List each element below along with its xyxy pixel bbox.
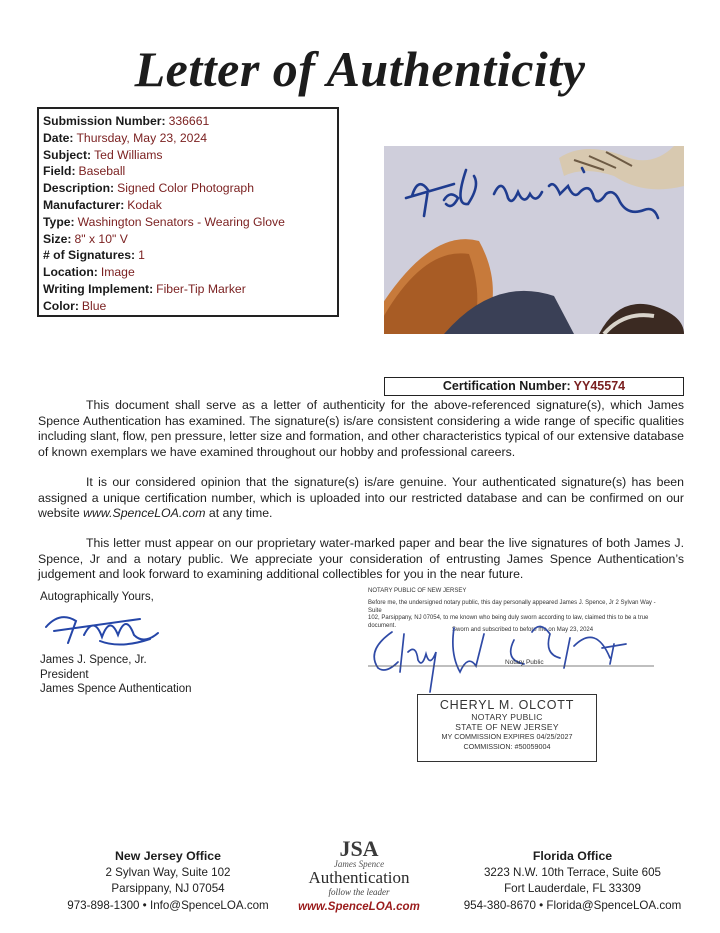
info-row <box>43 113 333 130</box>
stamp-name: CHERYL M. OLCOTT <box>439 698 575 712</box>
signer-name: James J. Spence, Jr. <box>40 654 147 666</box>
fl-contact: 954-380-8670 • Florida@SpenceLOA.com <box>463 898 682 912</box>
jsa-logo: JSA James Spence Authentication follow the leader www.SpenceLOA.com <box>288 838 430 918</box>
info-value: Blue <box>81 298 107 313</box>
info-row <box>43 264 333 281</box>
stamp-title: NOTARY PUBLIC <box>471 712 543 722</box>
notary-stamp <box>417 694 597 762</box>
notary-header: NOTARY PUBLIC OF NEW JERSEY <box>368 588 467 594</box>
info-value: Ted Williams <box>94 147 163 162</box>
info-value: Washington Senators - Wearing Glove <box>77 214 285 229</box>
info-value: 1 <box>138 248 145 263</box>
submission-info-box <box>37 107 339 317</box>
info-label: Description: <box>43 181 115 196</box>
info-value: Image <box>100 265 135 280</box>
info-value: Kodak <box>127 197 162 212</box>
info-label: # of Signatures: <box>43 248 136 263</box>
website-link[interactable]: www.SpenceLOA.com <box>83 506 206 521</box>
notary-public-label: Notary Public <box>505 659 544 666</box>
nj-contact: 973-898-1300 • Info@SpenceLOA.com <box>67 898 269 912</box>
info-value: Baseball <box>78 164 126 179</box>
info-value: Fiber-Tip Marker <box>156 281 246 296</box>
info-value: Thursday, May 23, 2024 <box>76 130 208 145</box>
photo-graphic <box>384 146 684 334</box>
info-label: Manufacturer: <box>43 197 125 212</box>
signer-company: James Spence Authentication <box>40 683 192 695</box>
info-row <box>43 130 333 147</box>
info-row <box>43 231 333 248</box>
notary-signature <box>364 614 664 694</box>
info-row <box>43 298 333 315</box>
info-row <box>43 281 333 298</box>
sworn-text: Sworn and subscribed to before me on May 23, 2024 <box>452 627 594 633</box>
paragraph-opinion: It is our considered opinion that the signature(s) is/are genuine. Your authenticated signature(s) has been assigned a unique certification number, which is uploaded into our restricted database and can be confirmed on our website www.SpenceLOA.com at any time. <box>38 475 684 521</box>
info-label: Date: <box>43 130 74 145</box>
info-row <box>43 180 333 197</box>
signer-role: President <box>40 668 89 681</box>
paragraph-requirements: This letter must appear on our proprietary water-marked paper and bear the live signatures of both James J. Spence, Jr and a notary public. We appreciate your consideration of entrusting James Spence Authentication’s judgement and look forward to examining additional collectibles for you in the near future. <box>38 536 684 582</box>
info-label: Color: <box>43 298 79 313</box>
info-label: Subject: <box>43 147 92 162</box>
stamp-expires: MY COMMISSION EXPIRES 04/25/2027 <box>441 732 573 741</box>
new-jersey-office: New Jersey Office 2 Sylvan Way, Suite 102 Parsippany, NJ 07054 973-898-1300 • Info@SpenceLOA.com <box>58 848 278 914</box>
paragraph-authenticity: This document shall serve as a letter of authenticity for the above-referenced signature(s), which James Spence Authentication has examined. The signature(s) is/are consistent considering a wide range of specific qualities including slant, flow, pen pressure, letter size and formation, and other characteristics typical of our extensive database of known exemplars we have examined throughout our hobby and professional careers. <box>38 398 684 459</box>
certification-number-box <box>384 377 684 396</box>
info-value: 8" x 10" V <box>74 231 128 246</box>
info-label: Type: <box>43 214 75 229</box>
info-value: 336661 <box>168 114 210 128</box>
certification-label: Certification Number: <box>442 379 571 393</box>
info-label: Writing Implement: <box>43 281 154 296</box>
signoff-block <box>40 590 192 697</box>
footer-website-link[interactable]: www.SpenceLOA.com <box>298 901 420 913</box>
notary-text: Before me, the undersigned notary public, this day personally appeared James J. Spence, Jr 2 Sylvan Way - Suite 102, Parsippany, NJ 07054, to me known who being duly sworn according to law, claimed this to be a true document. <box>368 600 656 629</box>
info-row <box>43 147 333 164</box>
info-row <box>43 163 333 180</box>
stamp-commission: COMMISSION: #50059004 <box>463 741 551 751</box>
info-row <box>43 197 333 214</box>
info-value: Signed Color Photograph <box>117 181 254 196</box>
info-label: Submission Number: <box>43 114 166 128</box>
certification-value: YY45574 <box>573 379 626 393</box>
closing: Autographically Yours, <box>40 591 154 603</box>
info-row <box>43 247 333 264</box>
info-row <box>43 214 333 231</box>
page-title: Letter of Authenticity <box>134 41 586 97</box>
info-label: Location: <box>43 265 98 280</box>
stamp-state: STATE OF NEW JERSEY <box>455 722 559 732</box>
james-spence-signature <box>40 605 170 649</box>
signed-photograph <box>384 146 684 334</box>
florida-office: Florida Office 3223 N.W. 10th Terrace, Suite 605 Fort Lauderdale, FL 33309 954-380-8670 • Florida@SpenceLOA.com <box>450 848 695 914</box>
info-label: Field: <box>43 164 76 179</box>
info-label: Size: <box>43 231 72 246</box>
